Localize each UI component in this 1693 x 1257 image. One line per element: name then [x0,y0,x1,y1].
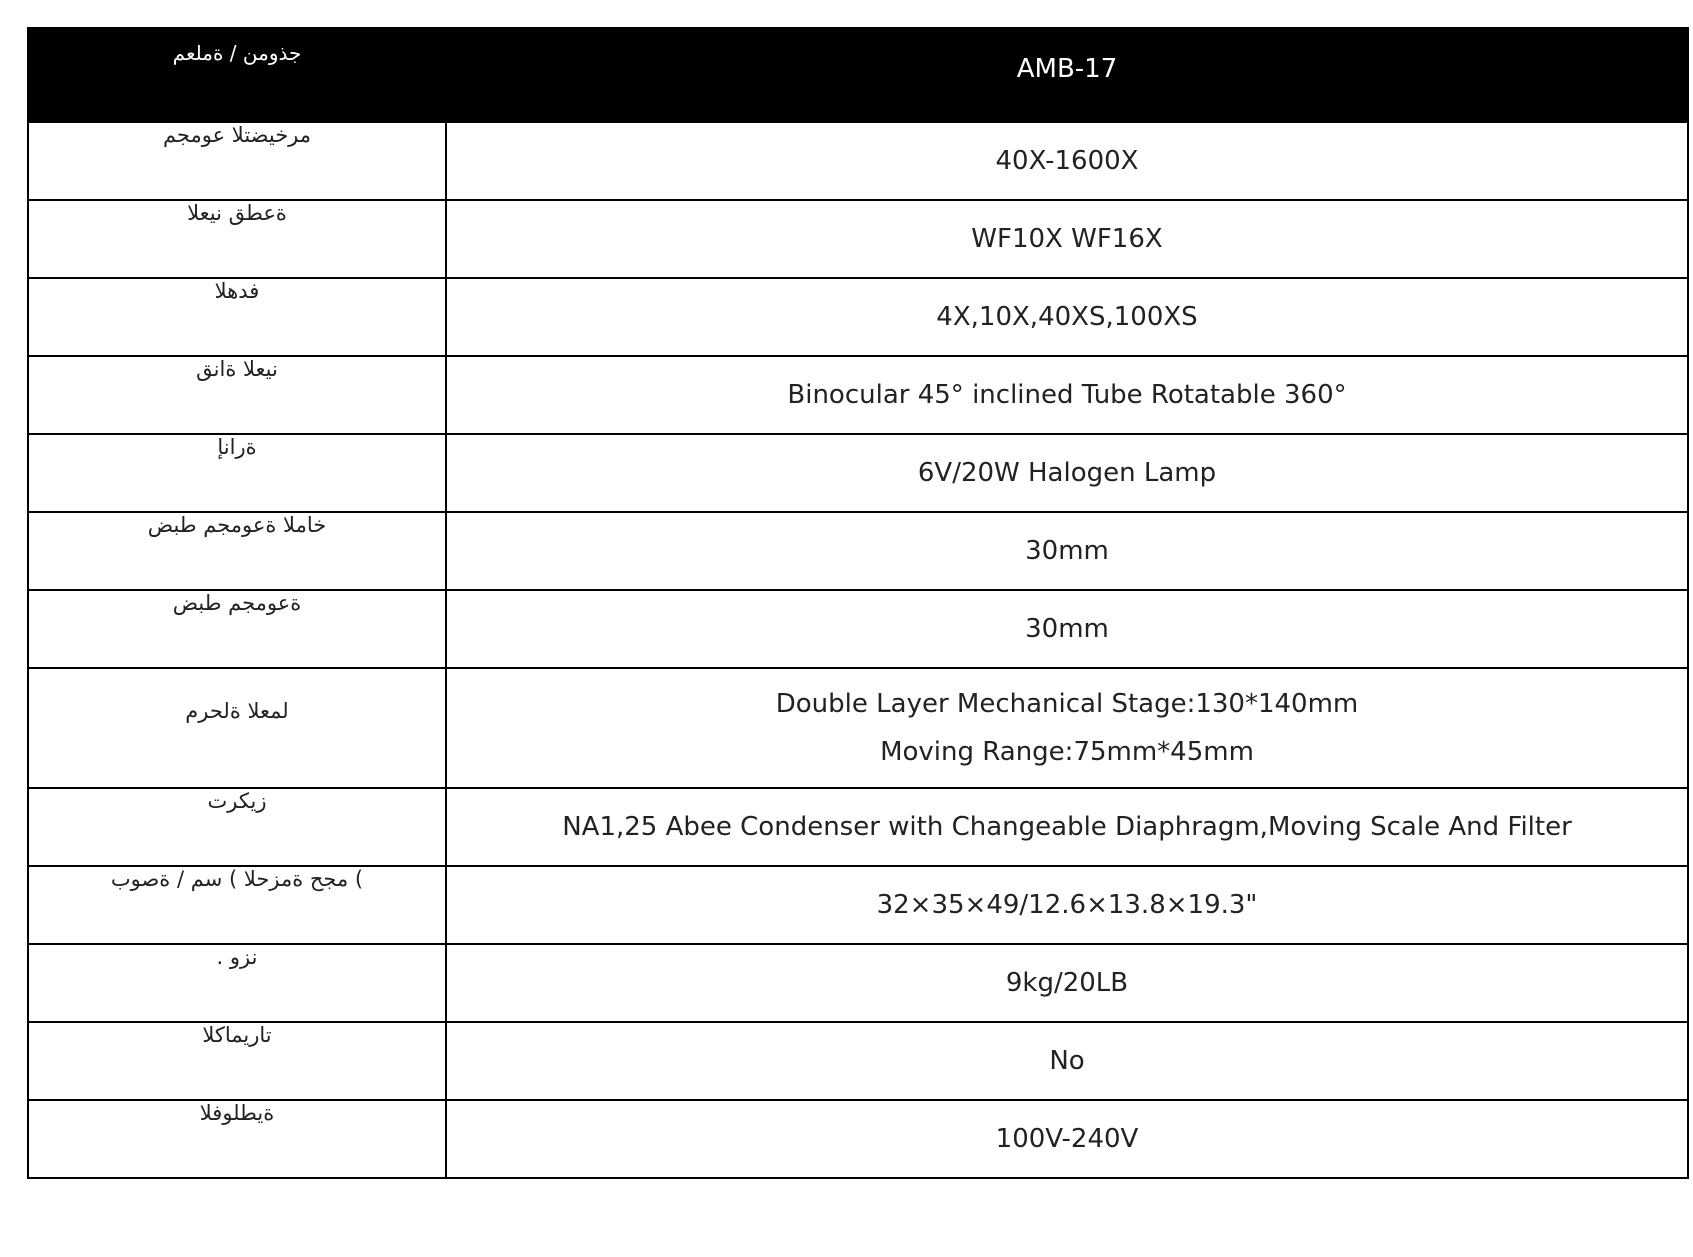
table-row [28,668,1688,788]
spec-label: . نزو [28,944,446,1022]
table-row [28,1022,1688,1100]
spec-value: WF10X WF16X [446,200,1688,278]
spec-value: 30mm [446,512,1688,590]
spec-value: NA1,25 Abee Condenser with Changeable Diaphragm,Moving Scale And Filter [446,788,1688,866]
spec-label: زيكرت [28,788,446,866]
table-row [28,944,1688,1022]
spec-label: لمعلا ةلحرم [28,668,446,788]
spec-label: خاملا ةعومجم طبض [28,512,446,590]
spec-value: 9kg/20LB [446,944,1688,1022]
header-label: جذومن / ةملعم [28,28,446,122]
spec-value: 100V-240V [446,1100,1688,1178]
spec-value: No [446,1022,1688,1100]
table-row [28,434,1688,512]
spec-label: فدهلا [28,278,446,356]
model-name: AMB-17 [446,28,1688,122]
spec-value-line: Moving Range:75mm*45mm [880,737,1254,767]
specification-table [27,27,1689,1179]
spec-value: Binocular 45° inclined Tube Rotatable 360° [446,356,1688,434]
table-row [28,866,1688,944]
spec-label: مجح ةمزحلا ) سم / ةصوب ( [28,866,446,944]
spec-value: 40X-1600X [446,122,1688,200]
table-row [28,200,1688,278]
spec-value: 32×35×49/12.6×13.8×19.3" [446,866,1688,944]
spec-value: 6V/20W Halogen Lamp [446,434,1688,512]
spec-value [446,668,1688,788]
spec-value-line: Double Layer Mechanical Stage:130*140mm [775,689,1359,719]
spec-label: نيعلا ةانق [28,356,446,434]
spec-label: ةيطلوفلا [28,1100,446,1178]
table-row [28,788,1688,866]
spec-value: 4X,10X,40XS,100XS [446,278,1688,356]
table-row [28,278,1688,356]
table-row [28,512,1688,590]
spec-label: ةرانإ [28,434,446,512]
table-row [28,590,1688,668]
table-row [28,356,1688,434]
spec-label: ةعومجم طبض [28,590,446,668]
spec-label: مرخيضتلا عومجم [28,122,446,200]
table-row [28,1100,1688,1178]
table-header-row [28,28,1688,122]
spec-label: ةعطق نيعلا [28,200,446,278]
table-row [28,122,1688,200]
spec-value: 30mm [446,590,1688,668]
spec-label: تاريماكلا [28,1022,446,1100]
